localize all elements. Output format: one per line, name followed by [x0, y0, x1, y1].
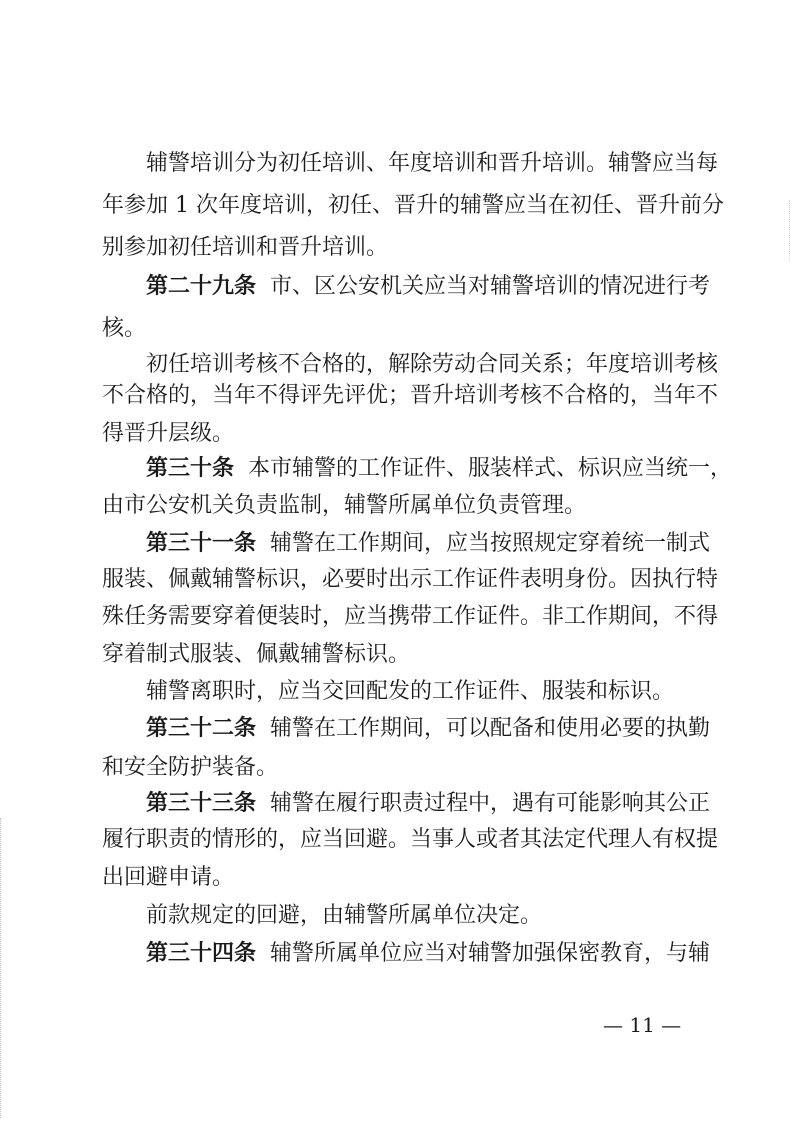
paragraph-line: 履行职责的情形的，应当回避。当事人或者其法定代理人有权提 — [102, 827, 719, 852]
article-heading: 第二十九条 — [146, 274, 257, 299]
article-heading: 第三十四条 — [146, 941, 257, 966]
article-line: 第三十条 本市辅警的工作证件、服装样式、标识应当统一， — [146, 456, 733, 481]
paragraph-line: 别参加初任培训和晋升培训。 — [102, 235, 389, 260]
paragraph-line: 辅警离职时，应当交回配发的工作证件、服装和标识。 — [146, 679, 675, 704]
article-line: 第三十四条 辅警所属单位应当对辅警加强保密教育，与辅 — [146, 941, 711, 966]
article-heading: 第三十条 — [146, 456, 235, 481]
article-line: 第三十三条 辅警在履行职责过程中，遇有可能影响其公正 — [146, 791, 711, 816]
paragraph-line: 初任培训考核不合格的，解除劳动合同关系；年度培训考核 — [146, 352, 719, 377]
paragraph-line: 出回避申请。 — [102, 865, 235, 890]
paragraph-line: 服装、佩戴辅警标识，必要时出示工作证件表明身份。因执行特 — [102, 567, 719, 592]
article-line: 第三十一条 辅警在工作期间，应当按照规定穿着统一制式 — [146, 531, 711, 556]
article-heading: 第三十三条 — [146, 791, 257, 816]
paragraph-line: 和安全防护装备。 — [102, 755, 279, 780]
article-heading: 第三十一条 — [146, 531, 257, 556]
paragraph-line: 年参加 1 次年度培训，初任、晋升的辅警应当在初任、晋升前分 — [102, 193, 724, 218]
paragraph-line: 核。 — [102, 316, 147, 341]
page-number: — 11 — — [603, 1013, 682, 1037]
scan-edge-right — [789, 200, 791, 260]
article-heading: 第三十二条 — [146, 716, 257, 741]
paragraph-line: 由市公安机关负责监制，辅警所属单位负责管理。 — [102, 493, 587, 518]
scan-edge-left — [0, 818, 2, 1118]
article-line: 第三十二条 辅警在工作期间，可以配备和使用必要的执勤 — [146, 716, 711, 741]
paragraph-line: 穿着制式服装、佩戴辅警标识。 — [102, 642, 411, 667]
paragraph-line: 不合格的，当年不得评先评优；晋升培训考核不合格的，当年不 — [102, 383, 719, 408]
paragraph-line: 得晋升层级。 — [102, 421, 235, 446]
paragraph-line: 前款规定的回避，由辅警所属单位决定。 — [146, 903, 543, 928]
article-line: 第二十九条 市、区公安机关应当对辅警培训的情况进行考 — [146, 274, 711, 299]
paragraph-line: 辅警培训分为初任培训、年度培训和晋升培训。辅警应当每 — [146, 151, 719, 176]
paragraph-line: 殊任务需要穿着便装时，应当携带工作证件。非工作期间，不得 — [102, 604, 719, 629]
